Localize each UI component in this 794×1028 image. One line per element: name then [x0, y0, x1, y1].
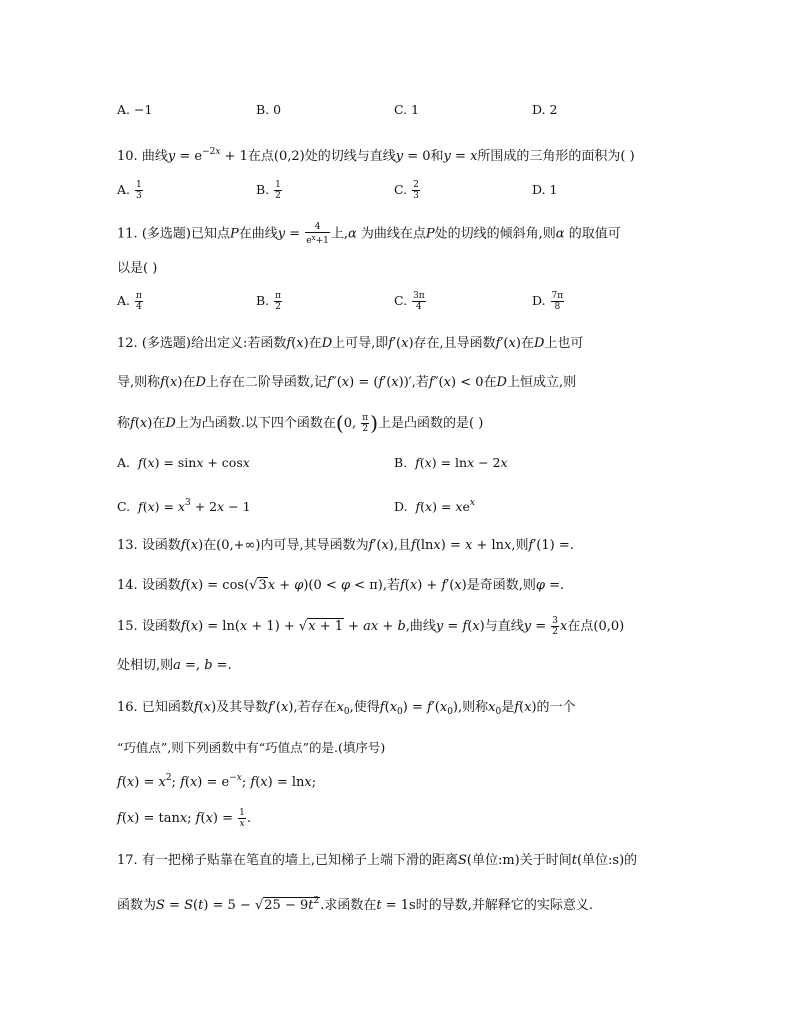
q9-option-b: B. 0 [256, 102, 282, 117]
q11-option-c: C. $\frac{3\pi}{4}$ [394, 291, 425, 312]
question-10: 10. 曲线$y = e^{-2x} + 1$在点(0,2)处的切线与直线y = 0和y = x所围成的三角形的面积为( ) [117, 147, 635, 164]
question-16-functions-row2: f(x) = tanx; f(x) = $\frac{1}{x}$ . [117, 808, 252, 829]
q9-option-d: D. 2 [532, 102, 558, 117]
question-15: 15. 设函数f(x) = ln(x + 1) + √x + 1 + ax + b,曲线y = f(x)与直线y = $\frac{3}{2}$ x在点(0,0) [117, 616, 625, 637]
q12-option-c: C. $f(x) = x^3 + 2x - 1$ [117, 498, 251, 514]
question-16-functions-row1: $f(x) = x^2$; $f(x) = e^{-x}$; f(x) = lnx; [117, 773, 317, 790]
question-16: 16. 已知函数f(x)及其导数f′(x),若存在$x_0$,使得$f(x_0) = f'(x_0)$,则称$x_0$是f(x)的一个 [117, 700, 576, 717]
question-17-line2: 函数为$S = S(t) = 5 - √25 - 9t^2$.求函数在t = 1s时的导数,并解释它的实际意义. [117, 896, 593, 913]
q10-option-a: A. $\frac{1}{3}$ [117, 180, 142, 201]
q10-option-d: D. 1 [532, 182, 558, 197]
question-17: 17. 有一把梯子贴靠在笔直的墙上,已知梯子上端下滑的距离S(单位:m)关于时间t(单位:s)的 [117, 853, 638, 868]
q9-option-c: C. 1 [394, 102, 420, 117]
question-11: 11. (多选题)已知点P在曲线y = $\frac{4}{e^x+1}$ 上,α 为曲线在点P处的切线的倾斜角,则α 的取值可 [117, 222, 621, 246]
question-13: 13. 设函数f(x)在(0,+∞)内可导,其导函数为f′(x),且f(lnx) = x + lnx,则f′(1) =. [117, 538, 574, 553]
question-16-line2: “巧值点”,则下列函数中有“巧值点”的是.(填序号) [117, 740, 386, 755]
question-14: 14. 设函数f(x) = cos(√3x + φ)(0 < φ < π),若f(x) + f′(x)是奇函数,则φ =. [117, 578, 565, 593]
q12-option-b: B. f(x) = lnx − 2x [394, 455, 508, 470]
question-12-line2: 导,则称f(x)在D上存在二阶导函数,记f″(x) = (f′(x))′,若f″(x) < 0在D上恒成立,则 [117, 375, 577, 390]
q9-option-a: A. −1 [117, 102, 153, 117]
question-11-line2: 以是( ) [117, 261, 158, 276]
q10-option-b: B. $\frac{1}{2}$ [256, 180, 281, 201]
question-15-line2: 处相切,则a =, b =. [117, 658, 232, 673]
q10-option-c: C. $\frac{2}{3}$ [394, 180, 419, 201]
question-12: 12. (多选题)给出定义:若函数f(x)在D上可导,即f′(x)存在,且导函数f′(x)在D上也可 [117, 336, 584, 351]
q12-option-a: A. f(x) = sinx + cosx [117, 455, 250, 470]
question-12-line3: 称f(x)在D上为凸函数.以下四个函数在(0, $\frac{\pi}{2}$ )上是凸函数的是( ) [117, 411, 484, 435]
q12-option-d: D. $f(x) = xe^x$ [394, 498, 475, 514]
q11-option-b: B. $\frac{\pi}{2}$ [256, 291, 282, 312]
q11-option-a: A. $\frac{\pi}{4}$ [117, 291, 142, 312]
q11-option-d: D. $\frac{7\pi}{8}$ [532, 291, 564, 312]
